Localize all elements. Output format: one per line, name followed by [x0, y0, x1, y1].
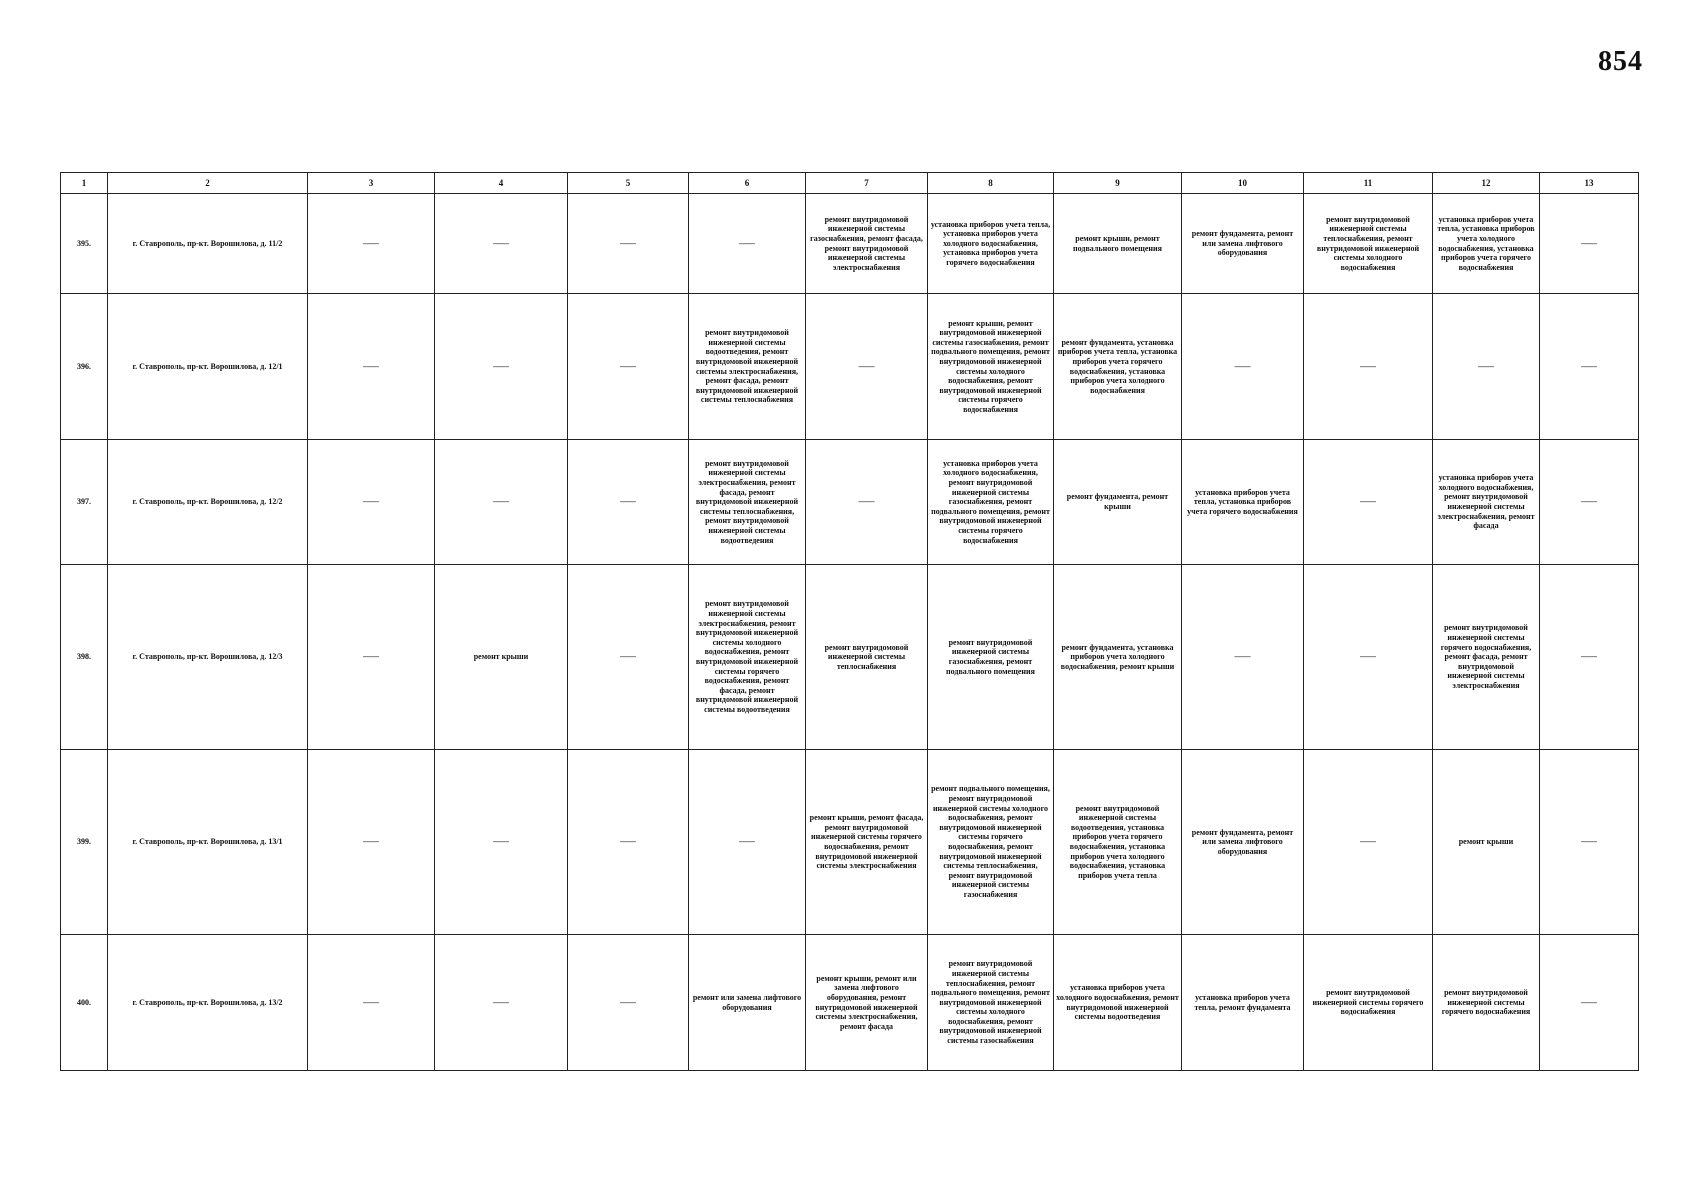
table-cell: —— — [1182, 565, 1304, 750]
column-header: 8 — [928, 173, 1054, 194]
row-number: 397. — [61, 440, 108, 565]
table-cell: ремонт или замена лифтового оборудования — [689, 935, 806, 1071]
table-cell: ремонт внутридомовой инженерной системы водоотведения, установка приборов учета горячего водоснабжения, установка приборов учета холодного водоснабжения, установка приборов учета тепла — [1054, 750, 1182, 935]
row-address: г. Ставрополь, пр-кт. Ворошилова, д. 12/3 — [108, 565, 308, 750]
table-cell: ремонт крыши, ремонт или замена лифтового оборудования, ремонт внутридомовой инженерной системы электроснабжения, ремонт фасада — [806, 935, 928, 1071]
table-cell: —— — [308, 440, 435, 565]
table-cell: —— — [806, 440, 928, 565]
table-cell: установка приборов учета тепла, установка приборов учета горячего водоснабжения — [1182, 440, 1304, 565]
row-number: 395. — [61, 194, 108, 294]
table-cell: ремонт крыши — [1433, 750, 1540, 935]
table-row — [61, 935, 1639, 1071]
column-header: 1 — [61, 173, 108, 194]
table-row — [61, 565, 1639, 750]
table-cell: установка приборов учета тепла, установка приборов учета холодного водоснабжения, установка приборов учета горячего водоснабжения — [1433, 194, 1540, 294]
table-cell: —— — [435, 194, 568, 294]
column-header: 9 — [1054, 173, 1182, 194]
table-cell: ремонт крыши, ремонт подвального помещения — [1054, 194, 1182, 294]
table-cell: ремонт фундамента, установка приборов учета тепла, установка приборов учета горячего водоснабжения, установка приборов учета холодного водоснабжения — [1054, 294, 1182, 440]
table-cell: ремонт внутридомовой инженерной системы теплоснабжения, ремонт внутридомовой инженерной системы холодного водоснабжения — [1304, 194, 1433, 294]
repair-schedule-table — [60, 172, 1639, 1071]
table-cell: —— — [1540, 565, 1639, 750]
table-cell: —— — [1304, 750, 1433, 935]
table-cell: ремонт фундамента, ремонт или замена лифтового оборудования — [1182, 194, 1304, 294]
row-number: 396. — [61, 294, 108, 440]
table-cell: ремонт крыши, ремонт фасада, ремонт внутридомовой инженерной системы горячего водоснабжения, ремонт внутридомовой инженерной системы электроснабжения — [806, 750, 928, 935]
table-cell: установка приборов учета тепла, установка приборов учета холодного водоснабжения, установка приборов учета горячего водоснабжения — [928, 194, 1054, 294]
column-header: 6 — [689, 173, 806, 194]
column-header: 12 — [1433, 173, 1540, 194]
table-cell: —— — [689, 194, 806, 294]
table-cell: —— — [1182, 294, 1304, 440]
table-cell: —— — [308, 194, 435, 294]
table-cell: —— — [308, 750, 435, 935]
table-cell: ремонт внутридомовой инженерной системы водоотведения, ремонт внутридомовой инженерной системы электроснабжения, ремонт фасада, ремонт внутридомовой инженерной системы теплоснабжения — [689, 294, 806, 440]
row-address: г. Ставрополь, пр-кт. Ворошилова, д. 13/1 — [108, 750, 308, 935]
table-cell: ремонт внутридомовой инженерной системы электроснабжения, ремонт фасада, ремонт внутридомовой инженерной системы теплоснабжения, ремонт внутридомовой инженерной системы водоотведения — [689, 440, 806, 565]
table-cell: —— — [308, 935, 435, 1071]
table-cell: —— — [568, 440, 689, 565]
table-cell: —— — [1304, 565, 1433, 750]
table-cell: ремонт крыши, ремонт внутридомовой инженерной системы газоснабжения, ремонт подвального помещения, ремонт внутридомовой инженерной системы холодного водоснабжения, ремонт внутридомовой инженерной системы горячего водоснабжения — [928, 294, 1054, 440]
table-row — [61, 194, 1639, 294]
row-number: 398. — [61, 565, 108, 750]
column-header: 11 — [1304, 173, 1433, 194]
table-cell: ремонт внутридомовой инженерной системы газоснабжения, ремонт подвального помещения — [928, 565, 1054, 750]
table-cell: —— — [1433, 294, 1540, 440]
table-cell: —— — [1540, 294, 1639, 440]
table-cell: ремонт внутридомовой инженерной системы теплоснабжения — [806, 565, 928, 750]
table-cell: —— — [1304, 294, 1433, 440]
row-address: г. Ставрополь, пр-кт. Ворошилова, д. 13/2 — [108, 935, 308, 1071]
table-cell: ремонт внутридомовой инженерной системы горячего водоснабжения, ремонт фасада, ремонт внутридомовой инженерной системы электроснабжения — [1433, 565, 1540, 750]
table-cell: ремонт подвального помещения, ремонт внутридомовой инженерной системы холодного водоснабжения, ремонт внутридомовой инженерной системы горячего водоснабжения, ремонт внутридомовой инженерной системы теплоснабжения, ремонт внутридомовой инженерной системы газоснабжения — [928, 750, 1054, 935]
row-address: г. Ставрополь, пр-кт. Ворошилова, д. 12/1 — [108, 294, 308, 440]
table-cell: —— — [568, 750, 689, 935]
column-header: 13 — [1540, 173, 1639, 194]
row-address: г. Ставрополь, пр-кт. Ворошилова, д. 11/2 — [108, 194, 308, 294]
table-cell: ремонт внутридомовой инженерной системы горячего водоснабжения — [1304, 935, 1433, 1071]
table-cell: установка приборов учета холодного водоснабжения, ремонт внутридомовой инженерной системы водоотведения — [1054, 935, 1182, 1071]
column-header: 3 — [308, 173, 435, 194]
column-header: 10 — [1182, 173, 1304, 194]
row-number: 399. — [61, 750, 108, 935]
table-row — [61, 440, 1639, 565]
table-row — [61, 294, 1639, 440]
column-header: 4 — [435, 173, 568, 194]
table-cell: —— — [689, 750, 806, 935]
table-cell: ремонт внутридомовой инженерной системы газоснабжения, ремонт фасада, ремонт внутридомовой инженерной системы электроснабжения — [806, 194, 928, 294]
table-cell: ремонт внутридомовой инженерной системы теплоснабжения, ремонт подвального помещения, ремонт внутридомовой инженерной системы холодного водоснабжения, ремонт внутридомовой инженерной системы газоснабжения — [928, 935, 1054, 1071]
table-cell: ремонт внутридомовой инженерной системы электроснабжения, ремонт внутридомовой инженерной системы холодного водоснабжения, ремонт внутридомовой инженерной системы горячего водоснабжения, ремонт фасада, ремонт внутридомовой инженерной системы водоотведения — [689, 565, 806, 750]
table-cell: —— — [1540, 935, 1639, 1071]
header-row — [61, 173, 1639, 194]
table-cell: —— — [1540, 440, 1639, 565]
table-cell: —— — [568, 935, 689, 1071]
table-cell: —— — [435, 440, 568, 565]
table-row — [61, 750, 1639, 935]
table-cell: установка приборов учета тепла, ремонт фундамента — [1182, 935, 1304, 1071]
column-header: 5 — [568, 173, 689, 194]
table-cell: —— — [435, 294, 568, 440]
column-header: 7 — [806, 173, 928, 194]
table-cell: —— — [435, 750, 568, 935]
table-cell: ремонт внутридомовой инженерной системы горячего водоснабжения — [1433, 935, 1540, 1071]
column-header: 2 — [108, 173, 308, 194]
table-cell: ремонт крыши — [435, 565, 568, 750]
table-cell: —— — [1540, 194, 1639, 294]
table-cell: —— — [1540, 750, 1639, 935]
page-number: 854 — [1598, 46, 1643, 77]
table-cell: —— — [568, 565, 689, 750]
table-cell: —— — [435, 935, 568, 1071]
table-cell: —— — [1304, 440, 1433, 565]
table-cell: ремонт фундамента, ремонт или замена лифтового оборудования — [1182, 750, 1304, 935]
table-cell: ремонт фундамента, ремонт крыши — [1054, 440, 1182, 565]
table-cell: —— — [568, 294, 689, 440]
table-cell: —— — [308, 294, 435, 440]
table-cell: установка приборов учета холодного водоснабжения, ремонт внутридомовой инженерной системы электроснабжения, ремонт фасада — [1433, 440, 1540, 565]
table-cell: —— — [308, 565, 435, 750]
table-cell: установка приборов учета холодного водоснабжения, ремонт внутридомовой инженерной системы газоснабжения, ремонт подвального помещения, ремонт внутридомовой инженерной системы горячего водоснабжения — [928, 440, 1054, 565]
table-cell: —— — [806, 294, 928, 440]
table-cell: —— — [568, 194, 689, 294]
row-address: г. Ставрополь, пр-кт. Ворошилова, д. 12/2 — [108, 440, 308, 565]
row-number: 400. — [61, 935, 108, 1071]
table-cell: ремонт фундамента, установка приборов учета холодного водоснабжения, ремонт крыши — [1054, 565, 1182, 750]
